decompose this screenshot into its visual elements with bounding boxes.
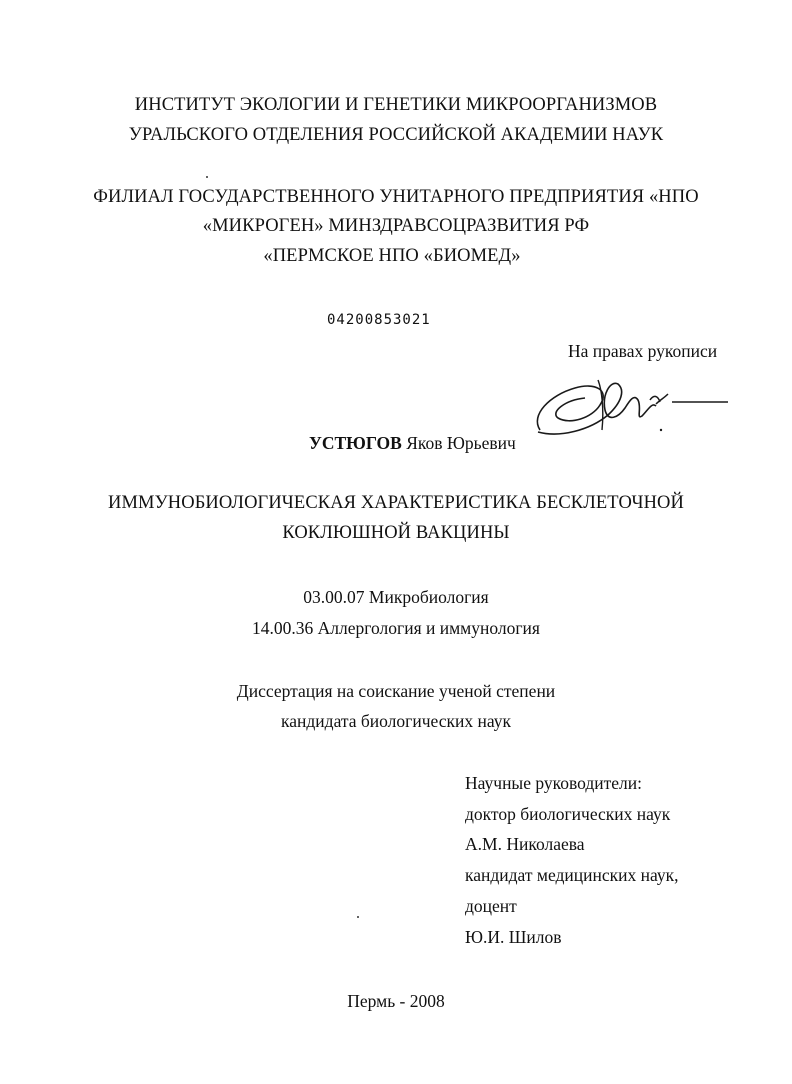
specialty-2: 14.00.36 Аллергология и иммунология bbox=[252, 618, 540, 638]
supervisor-1-degree: доктор биологических наук bbox=[465, 804, 671, 824]
author-signature bbox=[530, 360, 735, 455]
supervisor-2-name: Ю.И. Шилов bbox=[465, 927, 562, 947]
institute-name-line-1: ИНСТИТУТ ЭКОЛОГИИ И ГЕНЕТИКИ МИКРООРГАНИЗМОВ bbox=[134, 95, 658, 115]
branch-name-line-3: «ПЕРМСКОЕ НПО «БИОМЕД» bbox=[263, 246, 521, 266]
author-line bbox=[309, 432, 516, 454]
supervisor-2-degree: кандидат медицинских наук, bbox=[465, 865, 679, 885]
author-given-names: Яков Юрьевич bbox=[406, 433, 516, 453]
dissertation-title-line-2: КОКЛЮШНОЙ ВАКЦИНЫ bbox=[282, 523, 510, 543]
supervisors-heading: Научные руководители: bbox=[465, 773, 642, 793]
supervisor-2-title: доцент bbox=[465, 896, 517, 916]
place-and-year: Пермь - 2008 bbox=[347, 991, 445, 1011]
catalog-number: 04200853021 bbox=[327, 312, 431, 328]
branch-name-line-1: ФИЛИАЛ ГОСУДАРСТВЕННОГО УНИТАРНОГО ПРЕДПРИЯТИЯ «НПО bbox=[93, 187, 699, 207]
manuscript-note: На правах рукописи bbox=[568, 341, 718, 361]
scan-speck bbox=[357, 916, 359, 918]
degree-line-2: кандидата биологических наук bbox=[281, 711, 511, 731]
institute-name-line-2: УРАЛЬСКОГО ОТДЕЛЕНИЯ РОССИЙСКОЙ АКАДЕМИИ НАУК bbox=[128, 125, 664, 145]
author-surname: УСТЮГОВ bbox=[309, 433, 402, 453]
degree-line-1: Диссертация на соискание ученой степени bbox=[236, 681, 556, 701]
branch-name-line-2: «МИКРОГЕН» МИНЗДРАВСОЦРАЗВИТИЯ РФ bbox=[202, 216, 590, 236]
supervisor-1-name: А.М. Николаева bbox=[465, 834, 585, 854]
specialty-1: 03.00.07 Микробиология bbox=[303, 587, 489, 607]
scan-speck bbox=[206, 176, 208, 178]
dissertation-title-line-1: ИММУНОБИОЛОГИЧЕСКАЯ ХАРАКТЕРИСТИКА БЕСКЛЕТОЧНОЙ bbox=[108, 493, 684, 513]
